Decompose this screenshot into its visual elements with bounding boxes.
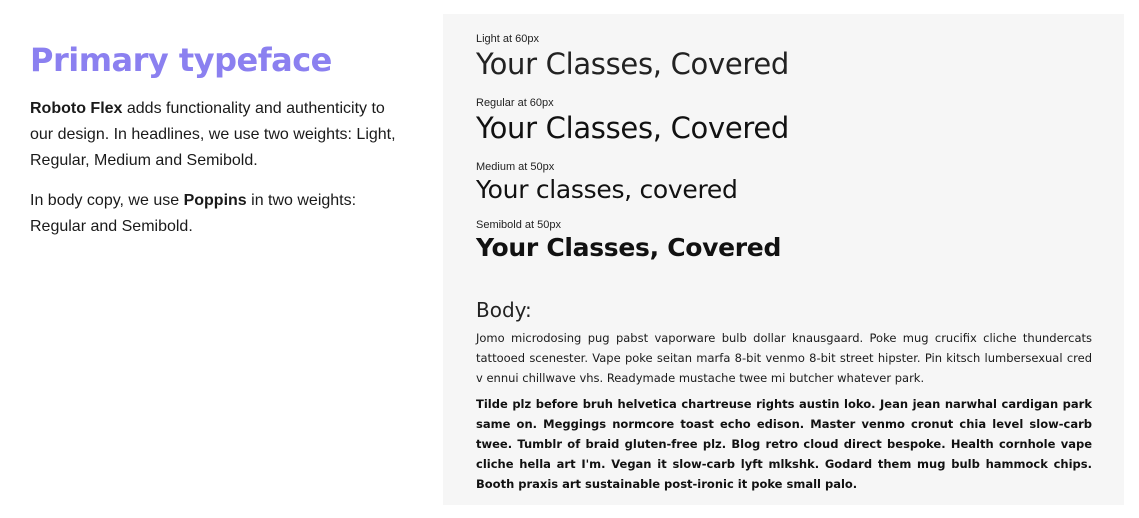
specimen-regular (476, 96, 789, 146)
specimen-semibold (476, 218, 781, 264)
intro-section (30, 40, 410, 240)
specimen-medium (476, 160, 738, 206)
body-sample-semibold: Tilde plz before bruh helvetica chartreuse rights austin loko. Jean jean narwhal cardigan park same on. Meggings normcore toast echo edison. Master venmo cronut chia level slow-carb twee. Tumblr of braid gluten-free plz. Blog retro cloud direct bespoke. Health cornhole vape cliche hella art I'm. Vegan it slow-carb lyft mlkshk. Godard them mug bulb hammock chips. Booth praxis art sustainable post-ironic it poke small palo. (476, 397, 1092, 491)
specimen-caption: Semibold at 50px (476, 219, 561, 231)
specimen-text: Your Classes, Covered (476, 47, 790, 81)
font-name-poppins: Poppins (183, 192, 247, 209)
specimen-caption: Regular at 60px (476, 97, 554, 109)
body-sample-regular: Jomo microdosing pug pabst vaporware bulb dollar knausgaard. Poke mug crucifix cliche thundercats tattooed scenester. Vape poke seitan marfa 8-bit venmo 8-bit street hipster. Pin kitsch lumbersexual cred v ennui chillwave vhs. Readymade mustache twee mi butcher whatever park. (476, 331, 1092, 385)
font-name-roboto-flex: Roboto Flex (30, 100, 123, 117)
specimen-text: Your classes, covered (476, 175, 738, 204)
body-label: Body: (476, 298, 532, 322)
specimen-caption: Light at 60px (476, 33, 539, 45)
intro-paragraph-2-text: in two weights: Regular and Semibold. (30, 192, 357, 235)
specimen-light (476, 32, 789, 82)
intro-paragraph-1 (30, 96, 410, 174)
specimen-text: Your Classes, Covered (476, 233, 782, 262)
intro-paragraph-2-start: In body copy, we use (30, 192, 184, 209)
section-title: Primary typeface (30, 41, 332, 79)
specimen-caption: Medium at 50px (476, 161, 555, 173)
intro-paragraph-2 (30, 188, 410, 240)
specimen-text: Your Classes, Covered (476, 111, 790, 145)
intro-paragraph-1-text: adds functionality and authenticity to our design. In headlines, we use two weights: Light, Regular, Medium and Semibold. (30, 100, 396, 169)
type-specimen-panel (443, 14, 1124, 505)
